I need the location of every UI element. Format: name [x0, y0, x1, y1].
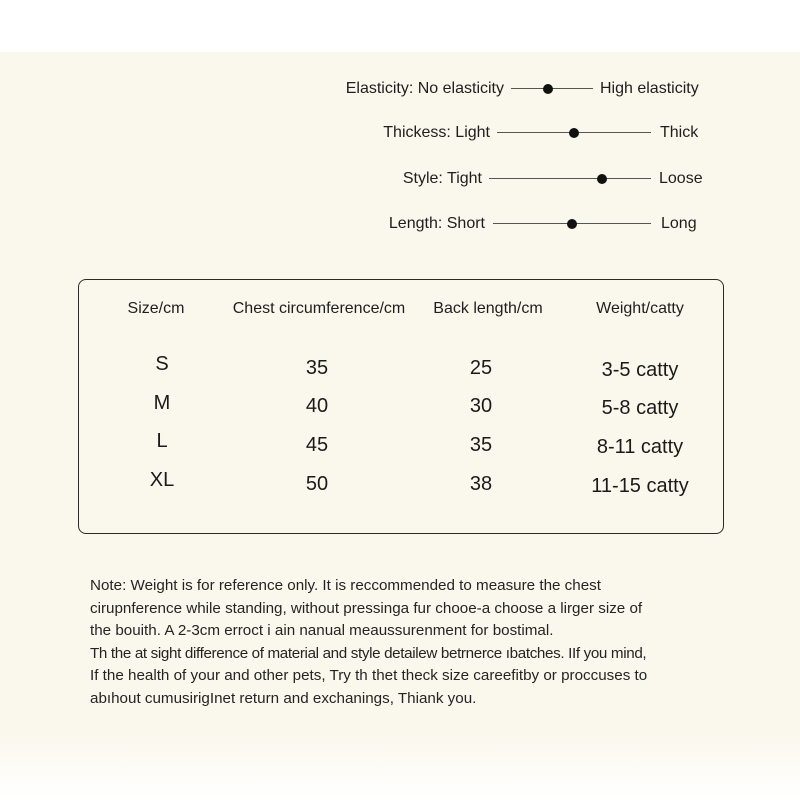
table-cell-back-length: 30	[469, 395, 493, 417]
scale-left-label	[389, 212, 485, 236]
table-cell-size: M	[153, 392, 171, 414]
table-header-chest: Chest circumference/cm	[232, 300, 406, 317]
bottom-fade	[0, 730, 800, 800]
scale-attribute-label: Length:	[388, 215, 443, 232]
table-cell-size: XL	[149, 469, 175, 491]
scale-min-label: Tight	[447, 170, 482, 187]
table-cell-size: L	[156, 430, 168, 452]
table-cell-back-length: 35	[469, 434, 493, 456]
scale-min-label: Short	[446, 215, 485, 232]
table-cell-weight: 5-8 catty	[601, 397, 679, 419]
table-cell-back-length: 38	[469, 473, 493, 495]
note-paragraph	[90, 575, 730, 710]
scale-max-label: Long	[661, 215, 697, 232]
table-cell-weight: 11-15 catty	[591, 475, 689, 497]
table-cell-size: S	[155, 353, 169, 375]
top-band	[0, 0, 800, 52]
scale-track	[489, 178, 651, 179]
scale-max-label: Thick	[660, 124, 699, 141]
table-cell-back-length: 25	[469, 357, 493, 379]
scale-max-label: Loose	[659, 170, 703, 187]
scale-knob	[569, 128, 579, 138]
note-line: Note: Weight is for reference only. It is reccommended to measure the chest	[90, 577, 601, 594]
scale-knob	[567, 219, 577, 229]
note-line: cirupnference while standing, without pressinga fur chooe-a choose a lirger size of	[90, 599, 643, 617]
table-cell-weight: 3-5 catty	[601, 359, 679, 381]
scale-left-label	[383, 121, 490, 145]
scale-row-style	[0, 167, 800, 191]
scale-attribute-label: Elasticity:	[345, 80, 414, 97]
table-cell-chest: 50	[305, 473, 329, 495]
scale-left-label	[403, 167, 482, 191]
table-cell-chest: 40	[305, 395, 329, 417]
scale-attribute-label: Style:	[402, 170, 443, 187]
scale-knob	[597, 174, 607, 184]
scale-row-length	[0, 212, 800, 236]
table-cell-chest: 35	[305, 357, 329, 379]
table-cell-chest: 45	[305, 434, 329, 456]
scale-knob	[543, 84, 553, 94]
note-line: If the health of your and other pets, Try th thet theck size careefitby or proccuses to	[90, 667, 648, 684]
scale-left-label	[346, 77, 504, 101]
scale-row-thickness	[0, 121, 800, 145]
table-header-size: Size/cm	[127, 300, 185, 317]
scale-min-label: No elasticity	[417, 80, 504, 97]
scale-row-elasticity	[0, 77, 800, 101]
table-header-back-length: Back length/cm	[433, 300, 543, 317]
scale-min-label: Light	[455, 124, 490, 141]
size-table	[78, 279, 724, 534]
note-line: abıhout cumusirigInet return and exchanings, Thiank you.	[90, 689, 477, 707]
table-header-weight: Weight/catty	[596, 300, 684, 317]
note-line: Th the at sight difference of material and style detailew betrnerce ıbatches. IIf you mind,	[90, 644, 647, 662]
table-cell-weight: 8-11 catty	[596, 436, 684, 458]
scale-max-label: High elasticity	[600, 80, 699, 97]
note-line: the bouith. A 2-3cm erroct i ain nanual meaussurenment for bostimal.	[90, 622, 554, 639]
scale-attribute-label: Thickess:	[383, 124, 451, 141]
